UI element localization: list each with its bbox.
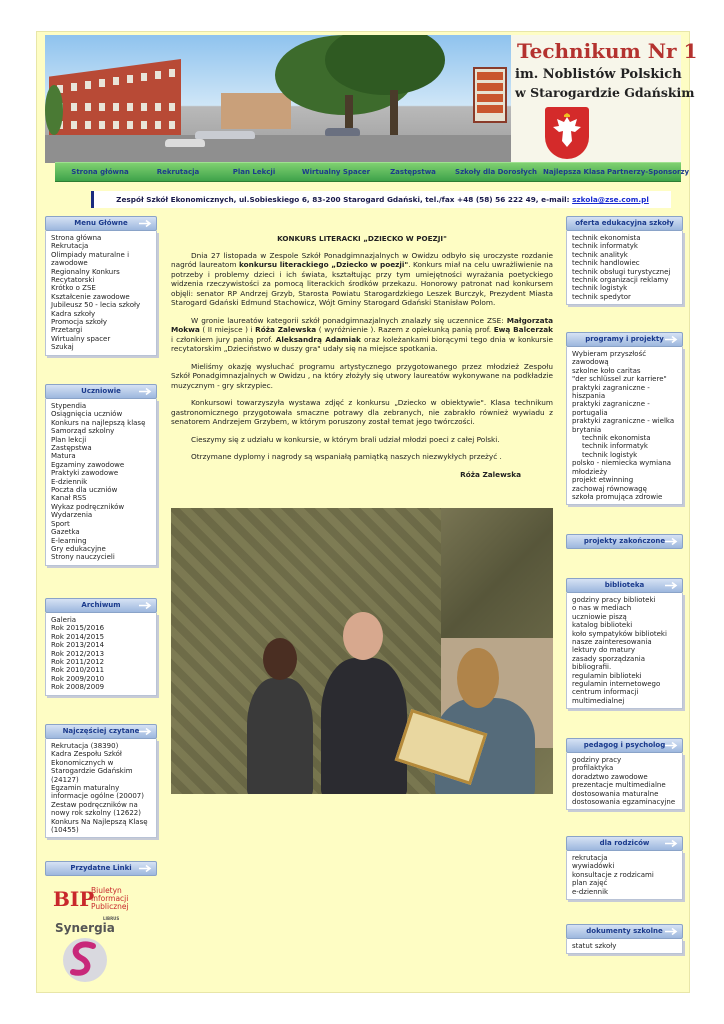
archive-item[interactable]: Rok 2009/2010 — [51, 674, 105, 683]
pedagogue-item[interactable]: dostosowania egzaminacyjne — [572, 798, 676, 807]
menu-item[interactable]: Regionalny Konkurs — [51, 267, 120, 276]
popular-item[interactable]: Kadra Zespołu Szkół — [51, 750, 122, 759]
programs-box — [566, 332, 683, 505]
students-item[interactable]: E-learning — [51, 536, 87, 545]
program-item[interactable]: praktyki zagraniczne - — [572, 400, 650, 409]
arrow-right-icon — [138, 387, 152, 396]
nav-recruitment[interactable]: Rekrutacja — [156, 168, 200, 176]
students-item[interactable]: E-dziennik — [51, 477, 88, 486]
arrow-right-icon — [664, 741, 678, 750]
pedagogue-item[interactable]: doradztwo zawodowe — [572, 772, 648, 781]
documents-box-header: dokumenty szkolne — [566, 924, 683, 939]
students-list — [45, 399, 157, 566]
popular-list — [45, 739, 157, 838]
bip-logo-link[interactable] — [53, 884, 153, 912]
students-box — [45, 384, 157, 566]
archive-box-header: Archiwum — [45, 598, 157, 613]
pedagogue-list — [566, 753, 683, 810]
students-item[interactable]: Kanał RSS — [51, 494, 87, 503]
main-navigation — [55, 162, 690, 182]
offer-item[interactable]: technik informatyk — [572, 242, 638, 251]
library-item[interactable]: o nas w mediach — [572, 604, 632, 613]
students-item[interactable]: Osiągnięcia uczniów — [51, 410, 123, 419]
students-item[interactable]: Gazetka — [51, 528, 80, 537]
program-item[interactable]: projekt etwinning — [572, 476, 634, 485]
menu-box — [45, 216, 157, 356]
popular-item[interactable]: Konkurs Na Najlepszą Klasę — [51, 817, 148, 826]
library-item[interactable]: uczniowie piszą — [572, 612, 627, 621]
library-box-header: biblioteka — [566, 578, 683, 593]
arrow-right-icon — [664, 335, 678, 344]
parents-item[interactable]: e-dziennik — [572, 887, 609, 896]
program-item[interactable]: Wybieram przyszłość — [572, 350, 647, 358]
offer-box — [566, 216, 683, 305]
popular-item[interactable]: nowy rok szkolny (12622) — [51, 809, 141, 818]
program-item[interactable]: praktyki zagraniczne - — [572, 383, 650, 392]
offer-item[interactable]: technik logistyk — [572, 284, 628, 293]
bip-text-3: Publicznej — [91, 902, 129, 911]
library-item[interactable]: zasady sporządzania — [572, 654, 646, 663]
students-item[interactable]: Sport — [51, 519, 70, 528]
arrow-right-icon — [664, 537, 678, 546]
menu-box-header: Menu Główne — [45, 216, 157, 231]
links-box-header: Przydatne Linki — [45, 861, 157, 876]
menu-item[interactable]: Szukaj — [51, 343, 74, 352]
library-item[interactable]: nasze zainteresowania — [572, 638, 652, 647]
program-subitem[interactable]: technik ekonomista — [582, 434, 651, 443]
popular-box-header: Najczęściej czytane — [45, 724, 157, 739]
parents-list — [566, 851, 683, 900]
offer-item[interactable]: technik organizacji reklamy — [572, 276, 669, 285]
library-item[interactable]: multimedialnej — [572, 696, 625, 705]
popular-box — [45, 724, 157, 838]
library-item[interactable]: lektury do matury — [572, 646, 635, 655]
arrow-right-icon — [664, 927, 678, 936]
finished-projects-box — [566, 534, 683, 549]
students-item[interactable]: Matura — [51, 452, 76, 461]
students-item[interactable]: Konkurs na najlepszą klasę — [51, 418, 146, 427]
students-item[interactable]: Poczta dla uczniów — [51, 486, 118, 495]
menu-item[interactable]: Wirtualny spacer — [51, 334, 111, 343]
menu-item[interactable]: Strona główna — [51, 234, 102, 242]
nav-home[interactable]: Strona główna — [71, 168, 129, 176]
school-title-line1: Technikum Nr 1 — [517, 39, 698, 63]
arrow-right-icon — [138, 727, 152, 736]
arrow-right-icon — [664, 581, 678, 590]
links-box — [45, 861, 157, 876]
librus-synergia-logo-link[interactable] — [53, 912, 153, 986]
library-item[interactable]: centrum informacji — [572, 688, 639, 697]
offer-list — [566, 231, 683, 305]
school-building-photo — [45, 35, 511, 163]
school-address — [91, 191, 671, 208]
parents-box-header: dla rodziców — [566, 836, 683, 851]
finished-projects-header[interactable]: projekty zakończone — [566, 534, 683, 549]
menu-item[interactable]: zawodowe — [51, 259, 88, 268]
library-box — [566, 578, 683, 709]
pedagogue-item[interactable]: profilaktyka — [572, 764, 614, 773]
program-item[interactable]: szkoła promująca zdrowie — [572, 492, 663, 501]
pedagogue-item[interactable]: dostosowania maturalne — [572, 789, 659, 798]
nav-substitutions[interactable]: Zastępstwa — [390, 168, 436, 176]
menu-item[interactable]: Jubileusz 50 - lecia szkoły — [51, 301, 141, 310]
students-item[interactable]: Wykaz podręczników — [51, 502, 125, 511]
offer-item[interactable]: technik analityk — [572, 250, 628, 259]
archive-box — [45, 598, 157, 696]
menu-item[interactable]: Promocja szkoły — [51, 318, 108, 327]
menu-item[interactable]: Recytatorski — [51, 276, 95, 285]
arrow-right-icon — [138, 601, 152, 610]
article-signature: Róża Zalewska — [460, 469, 521, 479]
documents-list — [566, 939, 683, 954]
menu-list — [45, 231, 157, 356]
parents-item[interactable]: rekrutacja — [572, 854, 608, 862]
library-item[interactable]: godziny pracy biblioteki — [572, 596, 656, 604]
popular-item[interactable]: (24127) — [51, 775, 79, 784]
pedagogue-item[interactable]: prezentacje multimedialne — [572, 781, 666, 790]
students-item[interactable]: Zastępstwa — [51, 444, 92, 453]
archive-item[interactable]: Rok 2015/2016 — [51, 624, 105, 633]
students-item[interactable]: Stypendia — [51, 402, 87, 410]
program-item[interactable]: hiszpania — [572, 392, 606, 401]
library-item[interactable]: katalog biblioteki — [572, 621, 633, 630]
library-item[interactable]: bibliografii. — [572, 663, 612, 672]
library-item[interactable]: regulamin internetowego — [572, 680, 661, 689]
students-item[interactable]: Egzaminy zawodowe — [51, 460, 125, 469]
polish-eagle-emblem-icon — [545, 107, 589, 159]
popular-item[interactable]: Egzamin maturalny — [51, 784, 120, 793]
school-title-line3: w Starogardzie Gdańskim — [515, 85, 695, 100]
popular-item[interactable]: Ekonomicznych w — [51, 758, 114, 767]
archive-item[interactable]: Rok 2008/2009 — [51, 683, 105, 692]
programs-list — [566, 347, 683, 505]
offer-item[interactable]: technik spedytor — [572, 292, 631, 301]
popular-item[interactable]: Rekrutacja (38390) — [51, 742, 119, 750]
bip-mark: BIP — [53, 887, 95, 911]
menu-item[interactable]: Krótko o ZSE — [51, 284, 96, 293]
archive-list — [45, 613, 157, 696]
program-item[interactable]: brytania — [572, 425, 602, 434]
nav-partners[interactable]: Partnerzy-Sponsorzy — [607, 168, 690, 176]
students-box-header: Uczniowie — [45, 384, 157, 399]
arrow-right-icon — [138, 864, 152, 873]
library-item[interactable]: koło sympatyków biblioteki — [572, 629, 667, 638]
program-item[interactable]: "der schlüssel zur karriere" — [572, 375, 667, 384]
library-list — [566, 593, 683, 709]
school-title — [511, 35, 698, 163]
pedagogue-box-header: pedagog i psycholog — [566, 738, 683, 753]
school-title-line2: im. Noblistów Polskich — [515, 67, 682, 82]
menu-item[interactable]: Przetargi — [51, 326, 83, 335]
article-paragraph-1: Dnia 27 listopada w Zespole Szkół Ponadgimnazjalnych w Owidzu odbyło się uroczyste rozdanie nagród laureatom konkursu literackiego „Dziecko w poezji". Konkurs miał na celu uwrażliwienie na potrzeby i problemy dzieci i ich świata, kształtując przy tym umiejętności wyrażania poetyckiego widzenia rzeczywistości za pomocą literackich środków przekazu. Honorowy patronat nad konkursem objęli: senator RP Andrzej Grzyb, Starosta Powiatu Starogardzkiego Leszek Burczyk, Prezydent Miasta Starogard Gdański Edmund Stachowicz, Wójt Gminy Starogard Gdański Stanisław Polom. — [171, 250, 554, 307]
program-item[interactable]: zawodową — [572, 358, 609, 367]
nav-virtual-tour[interactable]: Wirtualny Spacer — [301, 168, 371, 176]
parents-item[interactable]: wywiadówki — [572, 862, 615, 871]
archive-item[interactable]: Rok 2012/2013 — [51, 649, 105, 658]
article — [171, 234, 553, 479]
students-item[interactable]: Gry edukacyjne — [51, 544, 106, 553]
offer-box-header: oferta edukacyjna szkoły — [566, 216, 683, 231]
menu-item[interactable]: Kadra szkoły — [51, 309, 96, 318]
bip-text-1: Biuletyn — [91, 886, 122, 895]
address-text: Zespół Szkół Ekonomicznych, ul.Sobieskiego 6, 83-200 Starogard Gdański, tel./fax +48 (58) 56 222 49, e-mail: — [116, 195, 573, 204]
students-item[interactable]: Samorząd szkolny — [51, 427, 115, 436]
nav-adult-schools[interactable]: Szkoły dla Dorosłych — [455, 168, 537, 176]
offer-item[interactable]: technik ekonomista — [572, 234, 641, 242]
archive-item[interactable]: Rok 2010/2011 — [51, 666, 105, 675]
students-item[interactable]: Strony nauczycieli — [51, 553, 115, 562]
arrow-right-icon — [664, 839, 678, 848]
parents-item[interactable]: plan zajęć — [572, 879, 608, 888]
program-item[interactable]: zachowaj równowagę — [572, 484, 647, 493]
program-item[interactable]: polsko - niemiecka wymiana — [572, 459, 672, 468]
programs-box-header: programy i projekty — [566, 332, 683, 347]
archive-item[interactable]: Rok 2014/2015 — [51, 632, 105, 641]
page — [36, 31, 698, 993]
email-link[interactable]: szkola@zse.com.pl — [572, 195, 649, 204]
students-item[interactable]: Praktyki zawodowe — [51, 469, 119, 478]
article-paragraph-4: Konkursowi towarzyszyła wystawa zdjęć z konkursu „Dziecko w obiektywie". Klasa technikum gastronomicznego przygotowała smaczne potrawy dla zebranych, nie zabrakło również wywiadu z senatorem Andrzejem Grzybem, w którym poruszony został temat jego twórczości. — [171, 398, 553, 426]
students-item[interactable]: Wydarzenia — [51, 511, 93, 520]
arrow-right-icon — [138, 219, 152, 228]
synergia-text: Synergia — [55, 921, 115, 935]
librus-text: LIBRUS — [103, 916, 120, 921]
program-item[interactable]: praktyki zagraniczne - wielka — [572, 417, 675, 426]
parents-item[interactable]: konsultacje z rodzicami — [572, 870, 654, 879]
article-paragraph-3: Mieliśmy okazję wysłuchać programu artystycznego przygotowanego przez młodzież Zespołu Szkół Ponadgimnazjalnych w Owidzu , na który złożyły się utwory laureatów wykonywane na podkładzie muzycznym - gry skrzypiec. — [171, 361, 553, 390]
bip-text-2: Informacji — [91, 894, 129, 903]
popular-item[interactable]: informacje ogólne (20007) — [51, 792, 144, 801]
popular-item[interactable]: (10455) — [51, 826, 79, 835]
pedagogue-item[interactable]: godziny pracy — [572, 756, 622, 764]
archive-item[interactable]: Rok 2011/2012 — [51, 658, 105, 667]
nav-best-class[interactable]: Najlepsza Klasa — [543, 168, 605, 176]
article-title: KONKURS LITERACKI „DZIECKO W POEZJI" — [277, 234, 447, 243]
menu-item[interactable]: Kształcenie zawodowe — [51, 292, 130, 301]
article-paragraph-6: Otrzymane dyplomy i nagrody są wspaniałą pamiątką naszych niezwykłych przeżyć . — [191, 452, 502, 461]
menu-item[interactable]: Olimpiady maturalne i — [51, 250, 130, 259]
award-ceremony-photo — [171, 508, 553, 794]
header-banner — [45, 35, 698, 163]
program-subitem[interactable]: technik logistyk — [582, 450, 638, 459]
banner-sign — [473, 67, 507, 123]
offer-item[interactable]: technik handlowiec — [572, 259, 640, 268]
article-paragraph-2: W gronie laureatów kategorii szkół ponadgimnazjalnych znalazły się uczennice ZSE: Małgorzata Mokwa ( II miejsce ) i Róża Zalewska ( wyróżnienie ). Razem z opiekunką panią prof. Ewą Balcerzak i członkiem jury panią prof. Aleksandrą Adamiak oraz koleżankami biorącymi tego dnia w konkursie recytatorskim „Dzieciństwo w duszy gra" udały się na miejsce spotkania. — [171, 315, 553, 353]
popular-item[interactable]: Zestaw podręczników na — [51, 800, 138, 809]
pedagogue-box — [566, 738, 683, 810]
offer-item[interactable]: technik obsługi turystycznej — [572, 267, 671, 276]
archive-item[interactable]: Galeria — [51, 616, 77, 624]
article-paragraph-5: Cieszymy się z udziału w konkursie, w którym brali udział młodzi poeci z całej Polski. — [191, 434, 500, 444]
documents-item[interactable]: statut szkoły — [572, 942, 617, 950]
program-subitem[interactable]: technik informatyk — [582, 442, 648, 451]
library-item[interactable]: regulamin biblioteki — [572, 671, 642, 680]
archive-item[interactable]: Rok 2013/2014 — [51, 641, 105, 650]
documents-box — [566, 924, 683, 954]
students-item[interactable]: Plan lekcji — [51, 435, 87, 444]
program-item[interactable]: szkolne koło caritas — [572, 366, 641, 375]
menu-item[interactable]: Rekrutacja — [51, 242, 89, 251]
program-item[interactable]: młodzieży — [572, 467, 608, 476]
program-item[interactable]: portugalia — [572, 408, 608, 417]
nav-lesson-plan[interactable]: Plan Lekcji — [232, 168, 276, 176]
parents-box — [566, 836, 683, 900]
popular-item[interactable]: Starogardzie Gdańskim — [51, 767, 133, 776]
